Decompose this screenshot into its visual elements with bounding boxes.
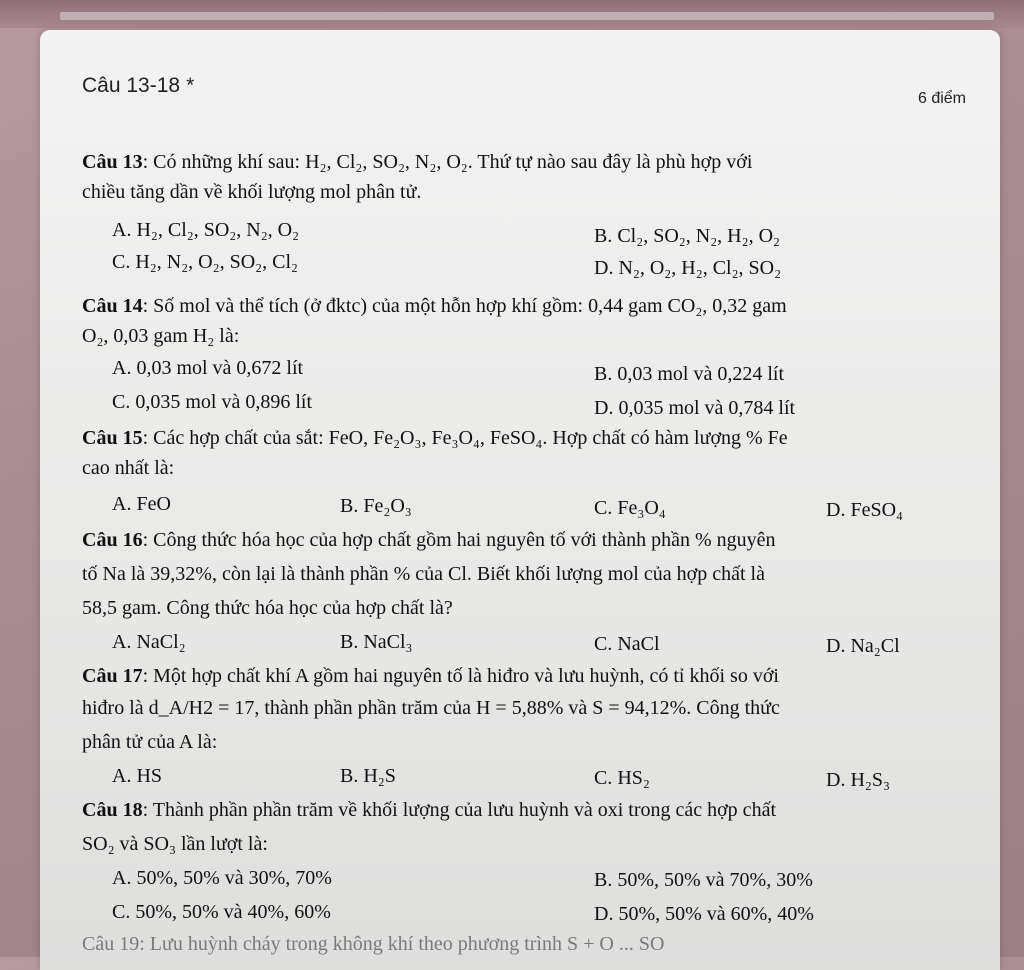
q14-stem-line-2: O₂, 0,03 gam H₂ là: xyxy=(82,325,240,347)
q15-stem-line-1 xyxy=(82,428,788,448)
q14-stem-line-1 xyxy=(82,296,787,316)
q14-option-b: B. 0,03 mol và 0,224 lít xyxy=(594,363,784,385)
q13-option-d: D. N₂, O₂, H₂, Cl₂, SO₂ xyxy=(594,257,782,279)
q17-stem-line-3: phân tử của A là: xyxy=(82,731,218,753)
q15-option-a: A. FeO xyxy=(112,493,171,515)
q15-stem-a: : Các hợp chất của sắt: FeO, Fe₂O₃, Fe₃O₄, FeSO₄. Hợp chất có hàm lượng % Fe xyxy=(142,427,788,449)
q17-option-c: C. HS₂ xyxy=(594,767,650,789)
q16-stem-line-2: tố Na là 39,32%, còn lại là thành phần % của Cl. Biết khối lượng mol của hợp chất là xyxy=(82,563,765,585)
q18-label: Câu 18 xyxy=(82,799,143,821)
q13-option-c: C. H₂, N₂, O₂, SO₂, Cl₂ xyxy=(112,251,298,273)
q13-option-b: B. Cl₂, SO₂, N₂, H₂, O₂ xyxy=(594,225,780,247)
question-title-text: Câu 13-18 xyxy=(82,74,181,97)
question-title xyxy=(82,74,194,98)
q15-stem-line-2: cao nhất là: xyxy=(82,457,175,479)
q18-option-c: C. 50%, 50% và 40%, 60% xyxy=(112,901,331,923)
q18-option-b: B. 50%, 50% và 70%, 30% xyxy=(594,869,813,891)
q17-stem-line-1 xyxy=(82,666,779,686)
q16-stem-line-1 xyxy=(82,530,776,550)
q15-label: Câu 15 xyxy=(82,427,143,449)
q16-option-d: D. Na₂Cl xyxy=(826,635,900,657)
q17-stem-a: : Một hợp chất khí A gồm hai nguyên tố là hiđro và lưu huỳnh, có tỉ khối so với xyxy=(142,665,779,687)
q13-stem-a: : Có những khí sau: H₂, Cl₂, SO₂, N₂, O₂. Thứ tự nào sau đây là phù hợp với xyxy=(142,151,753,173)
q14-label: Câu 14 xyxy=(82,295,143,317)
q18-stem-line-1 xyxy=(82,800,776,820)
points-label: 6 điểm xyxy=(917,90,966,107)
required-mark: * xyxy=(186,74,195,97)
q15-option-d: D. FeSO₄ xyxy=(826,499,903,521)
q18-stem-a: : Thành phần phần trăm về khối lượng của lưu huỳnh và oxi trong các hợp chất xyxy=(142,799,776,821)
q16-stem-a: : Công thức hóa học của hợp chất gồm hai nguyên tố với thành phần % nguyên xyxy=(142,529,776,551)
q17-option-a: A. HS xyxy=(112,765,163,787)
q17-option-b: B. H₂S xyxy=(340,765,396,787)
question-card xyxy=(40,30,1000,970)
q17-label: Câu 17 xyxy=(82,665,143,687)
q18-stem-line-2: SO₂ và SO₃ lần lượt là: xyxy=(82,833,268,855)
q16-option-a: A. NaCl₂ xyxy=(112,631,186,653)
q13-label: Câu 13 xyxy=(82,151,143,173)
q17-stem-line-2: hiđro là d_A/H2 = 17, thành phần phần trăm của H = 5,88% và S = 94,12%. Công thức xyxy=(82,697,780,719)
q15-option-c: C. Fe₃O₄ xyxy=(594,497,666,519)
top-strip xyxy=(60,12,994,20)
q18-option-a: A. 50%, 50% và 30%, 70% xyxy=(112,867,332,889)
q16-option-c: C. NaCl xyxy=(594,633,660,655)
browser-top-bar xyxy=(0,0,1024,28)
q15-option-b: B. Fe₂O₃ xyxy=(340,495,412,517)
q14-option-a: A. 0,03 mol và 0,672 lít xyxy=(112,357,304,379)
q16-option-b: B. NaCl₃ xyxy=(340,631,413,653)
q13-stem-line-2: chiều tăng dần về khối lượng mol phân tử. xyxy=(82,181,422,203)
q18-option-d: D. 50%, 50% và 60%, 40% xyxy=(594,903,814,925)
q19-partial-line: Câu 19: Lưu huỳnh cháy trong không khí theo phương trình S + O ... SO xyxy=(82,933,665,955)
q16-label: Câu 16 xyxy=(82,529,143,551)
q14-option-c: C. 0,035 mol và 0,896 lít xyxy=(112,391,312,413)
q16-stem-line-3: 58,5 gam. Công thức hóa học của hợp chất là? xyxy=(82,597,453,619)
q14-stem-a: : Số mol và thể tích (ở đktc) của một hỗn hợp khí gồm: 0,44 gam CO₂, 0,32 gam xyxy=(142,295,787,317)
q14-option-d: D. 0,035 mol và 0,784 lít xyxy=(594,397,796,419)
q13-option-a: A. H₂, Cl₂, SO₂, N₂, O₂ xyxy=(112,219,300,241)
q13-stem-line-1 xyxy=(82,152,752,172)
q17-option-d: D. H₂S₃ xyxy=(826,769,890,791)
